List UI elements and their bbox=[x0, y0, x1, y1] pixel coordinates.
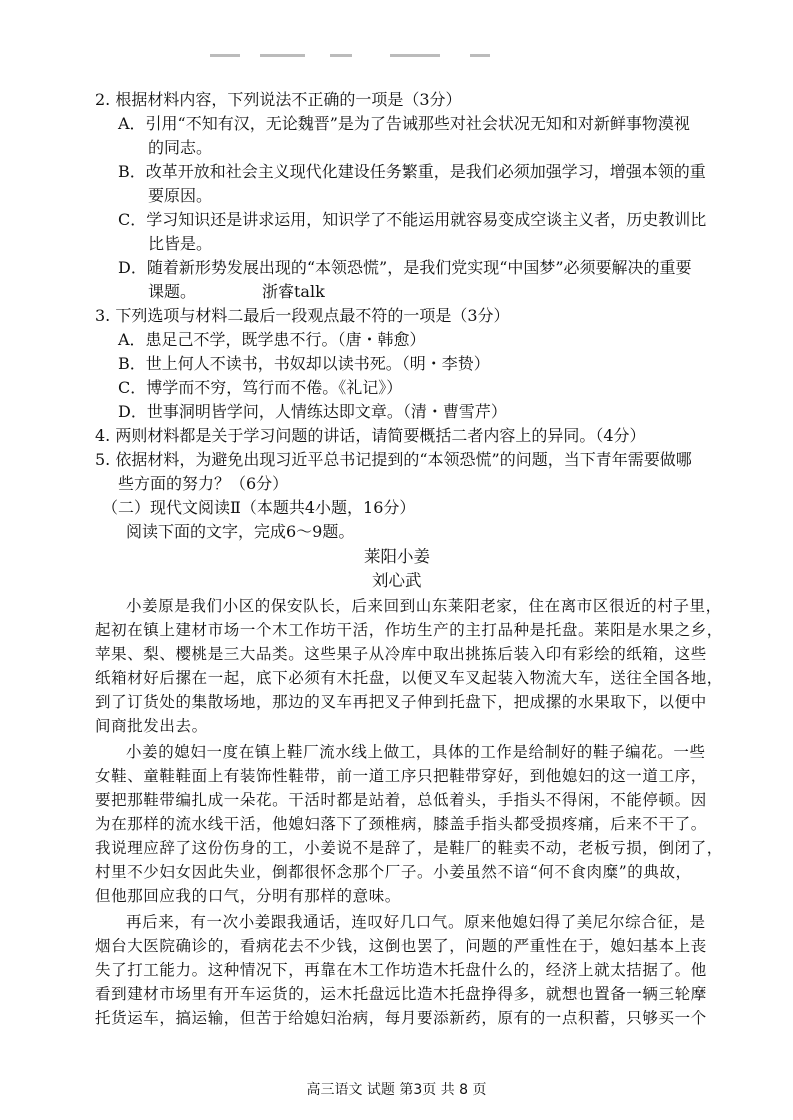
question-3-option-b: B．世上何人不读书，书奴却以读书死。（明・李贽） bbox=[118, 354, 490, 373]
paragraph-3-line: 烟台大医院确诊的，看病花去不少钱，这倒也罢了，问题的严重性在于，媳妇基本上丧 bbox=[95, 937, 707, 955]
question-4-stem: 4. 两则材料都是关于学习问题的讲话，请简要概括二者内容上的异同。（4分） bbox=[95, 426, 646, 445]
question-2-option-d-cont: 课题。 bbox=[148, 282, 197, 301]
paragraph-1-line: 纸箱材好后摞在一起，底下必须有木托盘，以便叉车叉起装入物流大车，送往全国各地， bbox=[95, 669, 723, 687]
paragraph-3-line: 失了打工能力。这种情况下，再靠在木工作坊造木托盘什么的，经济上就太拮据了。他 bbox=[95, 961, 707, 979]
watermark: 浙睿talk bbox=[262, 282, 325, 301]
page-footer: 高三语文 试题 第3页 共 8 页 bbox=[306, 1082, 487, 1098]
paragraph-2-line: 村里不少妇女因此失业，倒都很怀念那个厂子。小姜虽然不谙“何不食肉糜”的典故， bbox=[95, 863, 692, 881]
question-2-option-b-cont: 要原因。 bbox=[148, 186, 213, 205]
question-3-option-d: D．世事洞明皆学问，人情练达即文章。（清・曹雪芹） bbox=[118, 402, 507, 421]
section-heading: （二）现代文阅读Ⅱ（本题共4小题，16分） bbox=[102, 498, 416, 517]
question-3-stem: 3. 下列选项与材料二最后一段观点最不符的一项是（3分） bbox=[95, 306, 510, 325]
paragraph-2-line: 女鞋、童鞋鞋面上有装饰性鞋带，前一道工序只把鞋带穿好，到他媳妇的这一道工序， bbox=[95, 767, 707, 785]
article-title: 莱阳小姜 bbox=[364, 547, 430, 566]
question-2-option-a: A．引用“不知有汉，无论魏晋”是为了告诫那些对社会状况无知和对新鲜事物漠视 bbox=[118, 114, 690, 133]
question-3-option-c: C．博学而不穷，笃行而不倦。《礼记》） bbox=[118, 378, 403, 397]
paragraph-1-line: 到了订货处的集散场地，那边的叉车再把叉子伸到托盘下，把成摞的水果取下，以便中 bbox=[95, 693, 707, 711]
question-5-stem-cont: 些方面的努力？（6分） bbox=[118, 474, 289, 493]
article-author: 刘心武 bbox=[372, 571, 422, 590]
paragraph-2-line: 为在那样的流水线干活，他媳妇落下了颈椎病，膝盖手指头都受损疼痛，后来不干了。 bbox=[95, 815, 707, 833]
scan-artifact bbox=[200, 52, 500, 60]
paragraph-1-line: 起初在镇上建材市场一个木工作坊干活，作坊生产的主打品种是托盘。莱阳是水果之乡， bbox=[95, 621, 723, 639]
paragraph-3-line: 托货运车，搞运输，但苦于给媳妇治病，每月要添新药，原有的一点积蓄，只够买一个 bbox=[95, 1009, 707, 1027]
paragraph-2-line: 要把那鞋带编扎成一朵花。干活时都是站着，总低着头，手指头不得闲，不能停顿。因 bbox=[95, 791, 707, 809]
paragraph-1-line: 小姜原是我们小区的保安队长，后来回到山东莱阳老家，住在离市区很近的村子里， bbox=[126, 597, 722, 615]
paragraph-3-line: 看到建材市场里有开车运货的，运木托盘远比造木托盘挣得多，就想也置备一辆三轮摩 bbox=[95, 985, 707, 1003]
paragraph-2-line: 但他那回应我的口气，分明有那样的意味。 bbox=[95, 887, 401, 905]
paragraph-1-line: 苹果、梨、樱桃是三大品类。这些果子从冷库中取出挑拣后装入印有彩绘的纸箱，这些 bbox=[95, 645, 707, 663]
paragraph-1-line: 间商批发出去。 bbox=[95, 717, 208, 735]
question-2-option-c-cont: 比皆是。 bbox=[148, 234, 213, 253]
paragraph-2-line: 我说理应辞了这份伤身的工，小姜说不是辞了，是鞋厂的鞋卖不动，老板亏损，倒闭了， bbox=[95, 839, 723, 857]
question-2-option-b: B．改革开放和社会主义现代化建设任务繁重，是我们必须加强学习，增强本领的重 bbox=[118, 162, 706, 181]
question-2-option-c: C．学习知识还是讲求运用，知识学了不能运用就容易变成空谈主义者，历史教训比 bbox=[118, 210, 707, 229]
paragraph-3-line: 再后来，有一次小姜跟我通话，连叹好几口气。原来他媳妇得了美尼尔综合征，是 bbox=[126, 913, 706, 931]
question-3-option-a: A．患足己不学，既学患不行。（唐・韩愈） bbox=[118, 330, 426, 349]
section-instruction: 阅读下面的文字，完成6～9题。 bbox=[126, 522, 355, 541]
question-2-stem: 2. 根据材料内容，下列说法不正确的一项是（3分） bbox=[95, 90, 462, 109]
paragraph-2-line: 小姜的媳妇一度在镇上鞋厂流水线上做工，具体的工作是给制好的鞋子编花。一些 bbox=[126, 743, 706, 761]
question-2-option-d: D．随着新形势发展出现的“本领恐慌”，是我们党实现“中国梦”必须要解决的重要 bbox=[118, 258, 692, 277]
question-2-option-a-cont: 的同志。 bbox=[148, 138, 213, 157]
question-5-stem: 5. 依据材料，为避免出现习近平总书记提到的“本领恐慌”的问题，当下青年需要做哪 bbox=[95, 450, 692, 469]
